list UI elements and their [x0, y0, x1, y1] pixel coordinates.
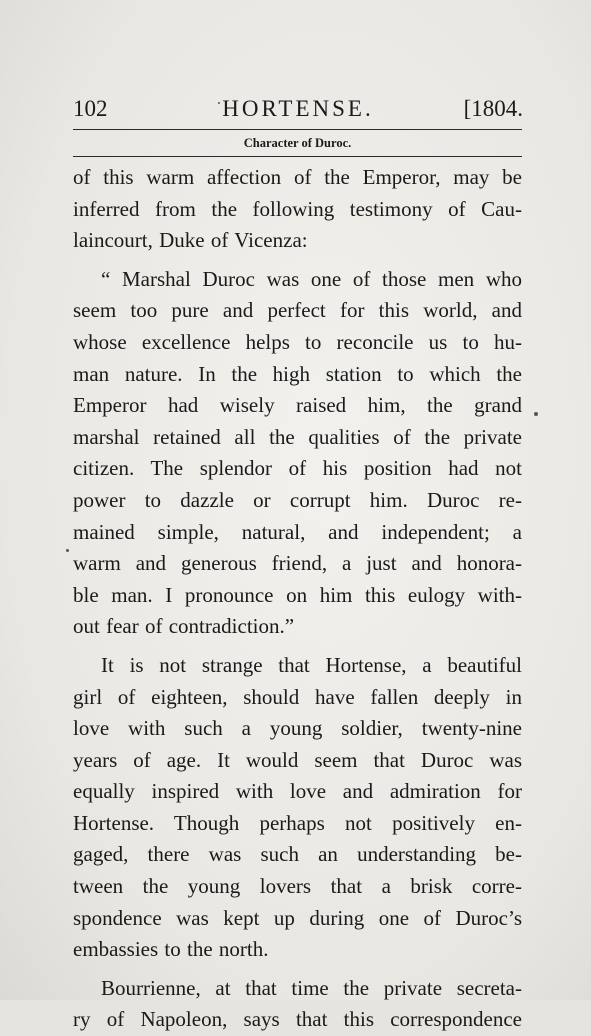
text-line: ry of Napoleon, says that this correspondence [73, 1007, 522, 1032]
text-line: love with such a young soldier, twenty-nine [73, 716, 522, 741]
text-line: inferred from the following testimony of Cau- [73, 196, 522, 221]
text-line: citizen. The splendor of his position had not [73, 456, 522, 481]
ink-speck [66, 549, 69, 552]
text-line: Emperor had wisely raised him, the grand [73, 393, 522, 418]
paragraph [73, 162, 522, 257]
text-line: laincourt, Duke of Vicenza: [73, 228, 308, 253]
text-line: of this warm affection of the Emperor, may be [73, 165, 522, 189]
paragraph [73, 973, 522, 1036]
page-number: 102 [73, 96, 108, 121]
text-line: gaged, there was such an understanding be- [73, 842, 522, 867]
ink-speck [218, 102, 220, 104]
header-rule-top [73, 129, 522, 130]
text-line: “ Marshal Duroc was one of those men who [101, 266, 522, 291]
text-line: It is not strange that Hortense, a beautiful [101, 652, 522, 677]
text-line: seem too pure and perfect for this world, and [73, 298, 522, 323]
text-line: warm and generous friend, a just and honora- [73, 551, 522, 576]
text-line: mained simple, natural, and independent; a [73, 519, 522, 544]
running-year: [1804. [463, 96, 523, 121]
text-line: ble man. I pronounce on him this eulogy with- [73, 582, 522, 607]
text-line: Bourrienne, at that time the private secreta- [101, 975, 522, 1000]
running-title: HORTENSE. [222, 96, 374, 121]
ink-speck [534, 412, 538, 416]
section-subheading: Character of Duroc. [243, 136, 352, 150]
text-line: embassies to the north. [73, 937, 269, 962]
text-line: marshal retained all the qualities of the private [73, 424, 522, 449]
text-line: whose excellence helps to reconcile us to hu- [73, 329, 522, 354]
text-line: girl of eighteen, should have fallen deeply in [73, 684, 522, 709]
text-line: tween the young lovers that a brisk corre- [73, 874, 522, 899]
text-line: man nature. In the high station to which the [73, 361, 522, 386]
text-line: years of age. It would seem that Duroc was [73, 747, 522, 772]
text-line: out fear of contradiction.” [73, 614, 295, 639]
text-line: equally inspired with love and admiration for [73, 779, 522, 804]
paragraph [73, 650, 522, 966]
header-rule-bottom [73, 156, 522, 157]
text-line: power to dazzle or corrupt him. Duroc re- [73, 487, 522, 512]
text-line: spondence was kept up during one of Duroc’s [73, 905, 522, 930]
text-line: Hortense. Though perhaps not positively en- [73, 810, 522, 835]
body-text [73, 162, 522, 1036]
paragraph [73, 264, 522, 643]
running-header [73, 96, 523, 126]
